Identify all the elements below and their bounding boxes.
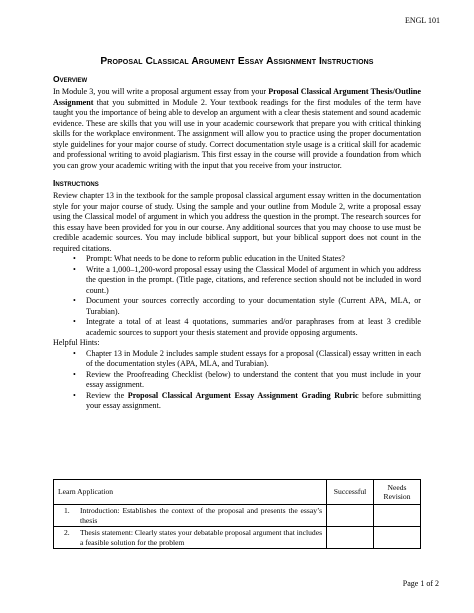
overview-paragraph xyxy=(53,87,421,171)
column-header-successful: Successful xyxy=(327,480,374,505)
grading-rubric-reference: Proposal Classical Argument Essay Assignment Grading Rubric xyxy=(127,390,359,400)
bullet-icon: • xyxy=(73,348,76,358)
table-row xyxy=(54,527,421,549)
bullet-icon: • xyxy=(73,296,76,305)
list-item xyxy=(73,296,421,317)
list-item-text: Prompt: What needs to be done to reform public education in the United States? xyxy=(86,254,346,263)
course-code: ENGL 101 xyxy=(404,16,440,25)
list-item-text: Chapter 13 in Module 2 includes sample student essays for a proposal (Classical) essay written in each of the documentation styles (APA, MLA, and Turabian). xyxy=(86,348,421,368)
bullet-icon: • xyxy=(73,254,76,263)
overview-text-end: that you submitted in Module 2. Your textbook readings for the first modules of the term have taught you the importance of being able to develop an argument with a clear thesis statement and sound academic evidence. These are skills that you will use in your academic coursework that prepare you with critical thinking skills for the workplace environment. The assignment will allow you to practice using the proper documentation style guidelines for your major course of study. Correct documentation style usage is a critical skill for academic and professional writing to avoid plagiarism. This first essay in the course will provide a foundation from which you can grow your academic writing with the input that you receive from your instructor. xyxy=(53,97,421,170)
list-item xyxy=(73,264,421,297)
overview-heading: Overview xyxy=(53,74,88,84)
instructions-heading: Instructions xyxy=(53,178,99,188)
bullet-icon: • xyxy=(73,390,76,400)
list-item-text: Document your sources correctly according to your documentation style (Current APA, MLA, or Turabian). xyxy=(86,296,421,316)
list-item-text: before submitting your essay assignment. xyxy=(86,390,421,410)
list-item xyxy=(73,317,421,338)
document-content xyxy=(53,56,421,412)
criterion-cell xyxy=(54,505,327,527)
list-item-text: Review the xyxy=(86,390,128,400)
column-header-needs-revision: Needs Revision xyxy=(374,480,421,505)
bullet-icon: • xyxy=(73,264,76,274)
criterion-number: 2. xyxy=(64,528,70,537)
successful-cell xyxy=(327,505,374,527)
list-item xyxy=(73,254,421,265)
successful-cell xyxy=(327,527,374,549)
table-row xyxy=(54,505,421,527)
table-header-row xyxy=(54,480,421,505)
document-title: Proposal Classical Argument Essay Assignment Instructions xyxy=(100,56,374,67)
list-item xyxy=(73,348,421,370)
hints-label: Helpful Hints: xyxy=(53,338,100,347)
needs-revision-cell xyxy=(374,505,421,527)
list-item-text: Write a 1,000–1,200-word proposal essay using the Classical Model of argument in which you address the question in the prompt. (Title page, citations, and reference section should not be included in word count.) xyxy=(86,264,421,295)
needs-revision-cell xyxy=(374,527,421,549)
criterion-text: Introduction: Establishes the context of the proposal and presents the essay’s thesis xyxy=(80,506,323,525)
proofreading-checklist-table xyxy=(53,479,421,549)
criterion-cell xyxy=(54,527,327,549)
overview-text-start: In Module 3, you will write a proposal argument essay from your xyxy=(53,87,269,96)
bullet-icon: • xyxy=(73,369,76,379)
list-item-text: Review the Proofreading Checklist (below) to understand the content that you must include in your essay assignment. xyxy=(86,369,421,389)
list-item xyxy=(73,390,421,412)
bullet-icon: • xyxy=(73,317,76,326)
outline-assignment-reference: Proposal Classical Argument Thesis/Outline Assignment xyxy=(53,87,421,107)
page-number: Page 1 of 2 xyxy=(402,579,439,588)
list-item xyxy=(73,369,421,391)
instructions-paragraph: Review chapter 13 in the textbook for the sample proposal classical argument essay written in the documentation style for your major course of study. Using the sample and your outline from Module 2, write a proposal essay using the Classical model of argument in which you address the question in the prompt. The research sources for this essay have been provided for you in our course. Any additional sources that you may choose to use must be credible academic sources. You may include biblical support, but your biblical support does not count in the required citations. xyxy=(53,191,421,253)
hints-list xyxy=(53,349,421,412)
column-header-learn-application: Learn Application xyxy=(54,480,327,505)
criterion-number: 1. xyxy=(64,506,70,515)
list-item-text: Integrate a total of at least 4 quotations, summaries and/or paraphrases from at least 3 credible academic sources to support your thesis statement and provide opposing arguments. xyxy=(86,317,421,337)
criterion-text: Thesis statement: Clearly states your debatable proposal argument that includes a feasible solution for the problem xyxy=(80,528,323,547)
instructions-list xyxy=(53,254,421,338)
